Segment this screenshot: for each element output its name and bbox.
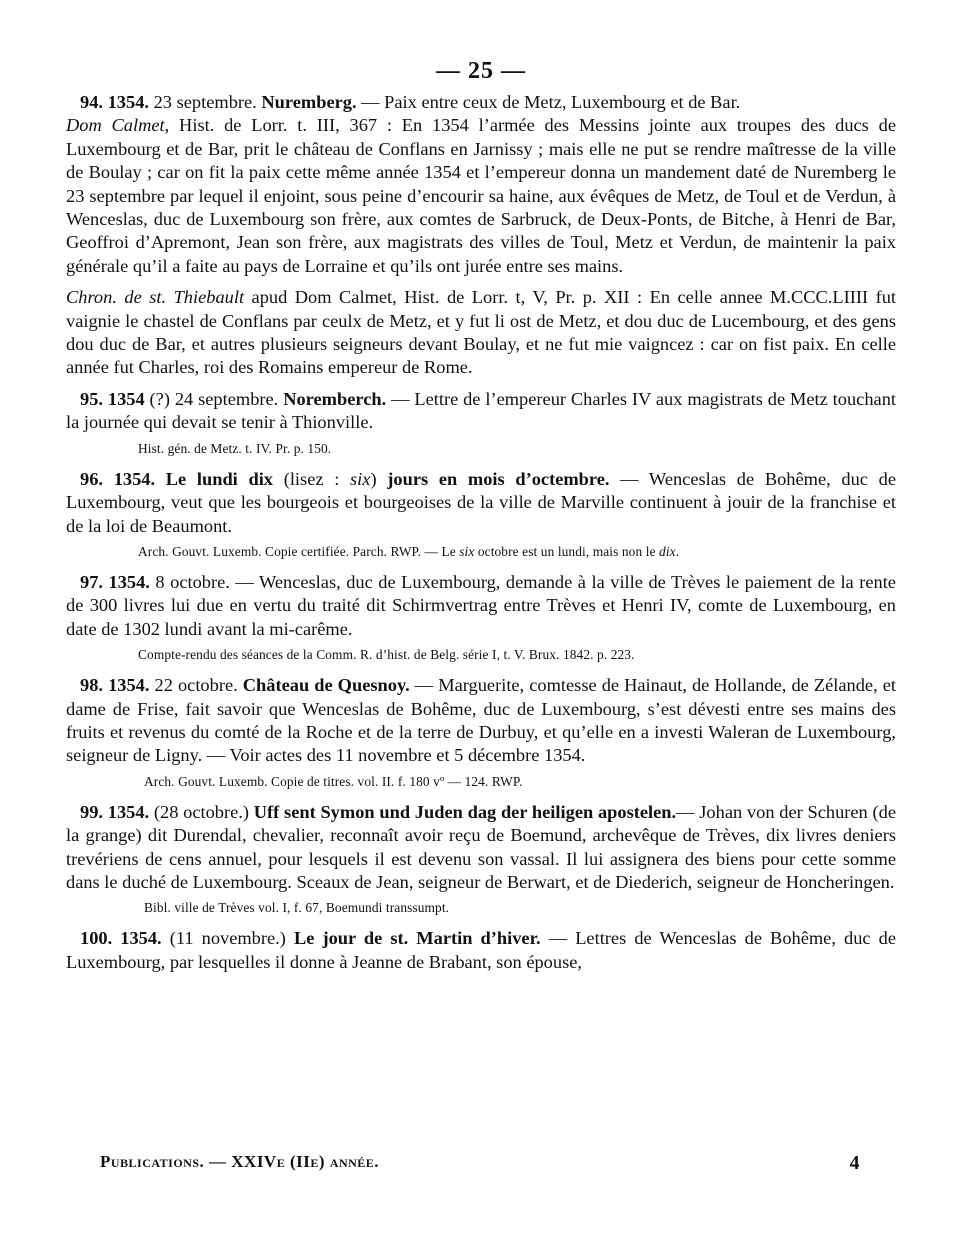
entry-heading <box>66 91 896 114</box>
entry-number: 99. <box>80 801 103 822</box>
entry-year: 1354 <box>107 388 145 409</box>
entry-date: 24 septembre. <box>174 388 279 409</box>
entry-summary: — Lettre de l’empereur Charles IV aux magistrats de Metz touchant la journée qui devait se tenir à Thionville. <box>66 388 897 433</box>
entry-year: 1354. <box>113 468 156 489</box>
entry-place: Le jour de st. Martin d’hiver. <box>293 928 541 949</box>
entry-99 <box>66 801 896 918</box>
entry-place: Noremberch. <box>283 388 387 409</box>
source-italic: dix <box>659 543 676 559</box>
entry-95 <box>66 388 896 458</box>
entry-heading <box>66 674 896 768</box>
entry-summary: — Wenceslas, duc de Luxembourg, demande à la ville de Trèves le paiement de la rente de 300 livres lui due en vertu du traité dit Schirmvertrag entre Trèves et Henri IV, comte de Luxembourg, en date de 1302 lundi avant la mi-carême. <box>66 571 896 639</box>
entry-place: Nuremberg. <box>261 92 357 112</box>
document-page <box>66 58 896 978</box>
citation-author: Dom Calmet <box>66 115 165 136</box>
entry-heading <box>66 927 896 974</box>
entry-summary: — Paix entre ceux de Metz, Luxembourg et de Bar. <box>361 92 741 112</box>
entry-heading <box>66 468 896 538</box>
entry-summary: — Wenceslas de Bohême, duc de Luxembourg, veut que les bourgeois et bourgeoises de la ville de Marville continuent à jouir de la franchise et de la loi de Beaumont. <box>66 468 896 536</box>
entry-qualifier: (11 novembre.) <box>161 928 294 949</box>
entry-summary: — Lettres de Wenceslas de Bohême, duc de Luxembourg, par lesquelles il donne à Jeanne de Brabant, son épouse, <box>66 928 896 972</box>
entry-place: Château de Quesnoy. <box>242 675 410 696</box>
source-note: Arch. Gouvt. Luxemb. Copie de titres. vol. II. f. 180 vº — 124. RWP. <box>144 773 523 789</box>
paragraph-text: apud Dom Calmet, Hist. de Lorr. t, V, Pr. p. XII : En celle annee M.CCC.LIIII fut vaignie le chastel de Conflans par ceulx de Metz, et y fut li ost de Metz, et dou duc de Lucembourg, et des gens dou duc de Bar, et autres plusieurs seigneurs devant Boulay, et ne fut mie vaigncez : car on fist paix. En celle année fut Charles, roi des Romains empereur de Rome. <box>66 287 896 378</box>
entry-year: 1354. <box>120 928 162 949</box>
entry-98 <box>66 674 896 791</box>
entry-number: 98. <box>80 675 103 696</box>
entry-year: 1354. <box>108 571 150 592</box>
entry-qualifier: ) <box>370 468 388 489</box>
entry-heading <box>66 388 896 435</box>
source-text: . <box>675 543 680 559</box>
page-number: — 25 — <box>436 58 526 84</box>
entry-place: jours en mois d’octembre. <box>387 468 610 489</box>
entry-year: 1354. <box>107 801 150 822</box>
source-text: octobre est un lundi, mais non le <box>474 543 660 559</box>
entry-100 <box>66 927 896 974</box>
entry-place: Uff sent Symon und Juden dag der heiligen apostelen. <box>253 801 677 822</box>
entry-number: 97. <box>80 571 103 592</box>
entry-number: 100. <box>80 928 113 949</box>
entry-qualifier: (28 octobre.) <box>149 801 254 822</box>
entry-qualifier: (?) <box>144 388 175 409</box>
source-italic: six <box>459 543 475 559</box>
entry-summary: — Marguerite, comtesse de Hainaut, de Hollande, de Zélande, et dame de Frise, fait savoir que Wenceslas de Bohême, duc de Luxembourg, s’est dévesti entre ses mains des fruits et revenus du comté de la Roche et de la terre de Durbuy, et qu’elle en a investi Waleran de Luxembourg, seigneur de Ligny. — Voir actes des 11 novembre et 5 décembre 1354. <box>66 675 896 766</box>
entry-date: 8 octobre. <box>155 571 230 592</box>
entry-number: 95. <box>80 388 103 409</box>
source-note: Hist. gén. de Metz. t. IV. Pr. p. 150. <box>138 440 332 456</box>
entry-year: 1354. <box>108 675 150 696</box>
source-text: Arch. Gouvt. Luxemb. Copie certifiée. Parch. RWP. — Le <box>138 543 460 559</box>
publication-line: Publications. — XXIVe (IIe) année. <box>100 1152 380 1171</box>
entry-qualifier-italic: six <box>350 468 371 489</box>
entry-date: 23 septembre. <box>153 92 257 112</box>
entry-number: 94. <box>80 92 103 112</box>
page-footer <box>100 1152 860 1172</box>
entry-paragraph <box>66 286 896 380</box>
entry-paragraph <box>66 114 896 278</box>
entry-97 <box>66 571 896 664</box>
entry-summary: — Johan von der Schuren (de la grange) dit Durendal, chevalier, reconnaît avoir reçu de Boemund, archevêque de Trèves, dix livres deniers trevériens de cens annuel, pour lesquels il est devenu son vassal. Il lui assignera des biens pour cette somme dans le duché de Luxembourg. Sceaux de Jean, seigneur de Berwart, et de Diederich, seigneur de Honcheringen. <box>66 801 896 892</box>
entry-year: 1354. <box>107 92 149 112</box>
source-note: Bibl. ville de Trèves vol. I, f. 67, Boemundi transsumpt. <box>144 900 450 916</box>
entry-qualifier: (lisez : <box>273 468 351 489</box>
entry-heading <box>66 801 896 895</box>
entry-date: 22 octobre. <box>154 675 238 696</box>
source-note: Compte-rendu des séances de la Comm. R. d’hist. de Belg. série I, t. V. Brux. 1842. p. 223. <box>138 647 635 663</box>
entry-heading <box>66 571 896 641</box>
source-note <box>138 542 896 561</box>
citation-source: Chron. de st. Thiebault <box>66 287 245 308</box>
entry-96 <box>66 468 896 561</box>
entry-94 <box>66 91 896 380</box>
signature-mark: 4 <box>849 1152 860 1174</box>
paragraph-text: , Hist. de Lorr. t. III, 367 : En 1354 l’armée des Messins jointe aux troupes des ducs de Luxembourg et de Bar, prit le château de Conflans en Jarnissy ; mais elle ne put se rendre maîtresse de la ville de Boulay ; car on fit la paix cette même année 1354 et l’empereur donna un mandement daté de Nuremberg le 23 septembre par lequel il enjoint, sous peine d’encourir sa haine, aux évêques de Metz, de Toul et de Verdun, à Wenceslas, duc de Luxembourg son frère, aux comtes de Sarbruck, de Deux-Ponts, de Bitche, à Henri de Bar, Geoffroi d’Apremont, Jean son frère, aux magistrats des villes de Toul, Metz et Verdun, de maintenir la paix générale qu’il a faite au pays de Lorraine et qu’ils ont jurée entre ses mains. <box>66 115 896 276</box>
entry-number: 96. <box>80 468 103 489</box>
entry-place: Le lundi dix <box>165 468 274 489</box>
